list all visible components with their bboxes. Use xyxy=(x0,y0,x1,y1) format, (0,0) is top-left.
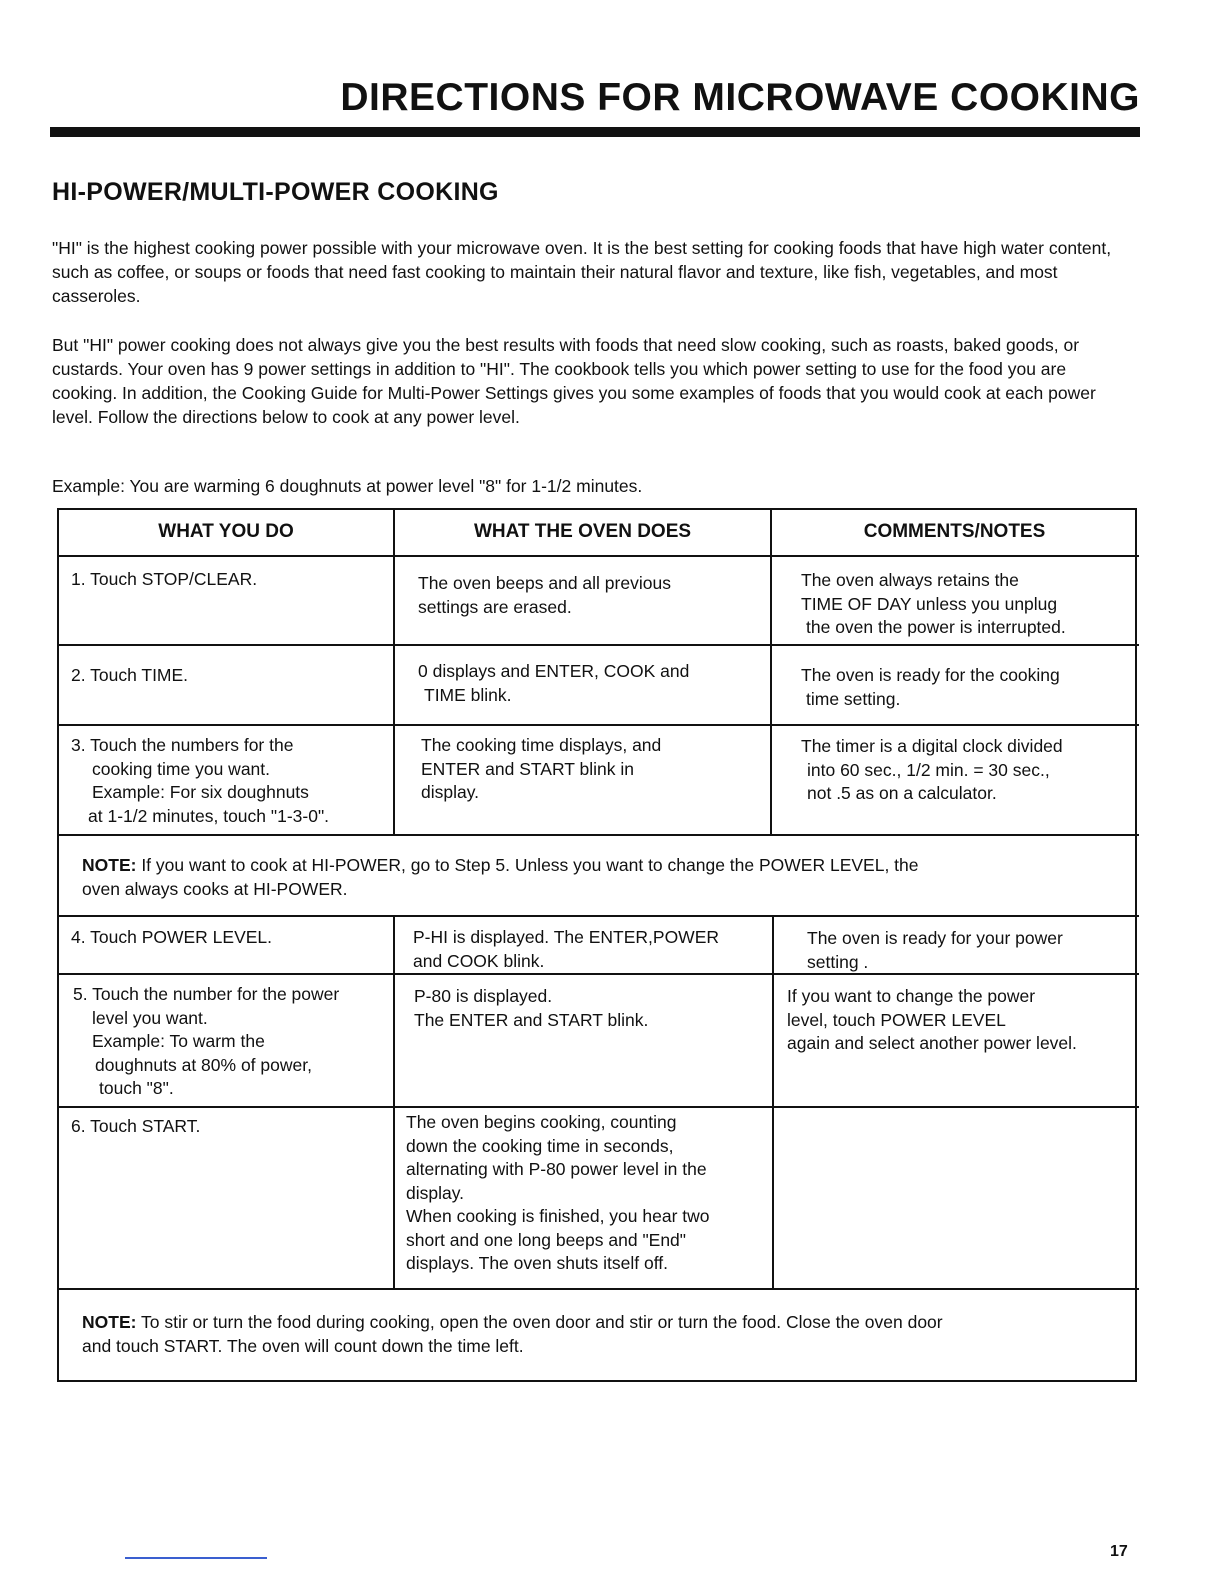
row1-oven: The oven beeps and all previous settings are erased. xyxy=(418,573,671,617)
table-divider xyxy=(57,1106,1139,1108)
row2-do: 2. Touch TIME. xyxy=(71,665,189,685)
page-number: 17 xyxy=(1110,1543,1128,1560)
row1-notes: The oven always retains the TIME OF DAY unless you unplug the oven the power is interrupted. xyxy=(801,570,1066,637)
header-what-oven-does: WHAT THE OVEN DOES xyxy=(473,521,692,542)
row5-do: 5. Touch the number for the power level you want. Example: To warm the doughnuts at 80% of power, touch "8". xyxy=(73,984,340,1098)
intro-paragraph-1: "HI" is the highest cooking power possible with your microwave oven. It is the best setting for cooking foods that have high water content, such as coffee, or soups or foods that need fast cooking to maintain their natural flavor and texture, like fish, vegetables, and most casseroles. xyxy=(52,238,1112,306)
column-divider xyxy=(393,508,395,836)
row5-oven: P-80 is displayed. The ENTER and START blink. xyxy=(414,986,649,1030)
table-divider xyxy=(57,555,1139,557)
row6-do: 6. Touch START. xyxy=(71,1116,201,1136)
column-divider xyxy=(772,915,774,1290)
row6-oven: The oven begins cooking, counting down the cooking time in seconds, alternating with P-80 power level in the display. When cooking is finished, you hear two short and one long beeps and "End" displays. The oven shuts itself off. xyxy=(406,1112,710,1273)
row2-oven: 0 displays and ENTER, COOK and TIME blink. xyxy=(418,661,690,705)
row4-notes: The oven is ready for your power setting . xyxy=(807,928,1063,972)
table-divider xyxy=(57,724,1139,726)
example-text: Example: You are warming 6 doughnuts at power level "8" for 1-1/2 minutes. xyxy=(52,476,643,496)
table-divider xyxy=(57,834,1139,836)
header-comments-notes: COMMENTS/NOTES xyxy=(863,521,1046,542)
intro-paragraph-2: But "HI" power cooking does not always give you the best results with foods that need slow cooking, such as roasts, baked goods, or custards. Your oven has 9 power settings in addition to "HI". The cookbook tells you which power setting to use for the food you are cooking. In addition, the Cooking Guide for Multi-Power Settings gives you some examples of foods that you would cook at each power level. Follow the directions below to cook at any power level. xyxy=(52,335,1096,427)
row3-do: 3. Touch the numbers for the cooking time you want. Example: For six doughnuts at 1-1/2 minutes, touch "1-3-0". xyxy=(71,735,330,826)
row4-oven: P-HI is displayed. The ENTER,POWER and COOK blink. xyxy=(413,927,720,971)
row2-notes: The oven is ready for the cooking time setting. xyxy=(801,665,1060,709)
table-divider xyxy=(57,1288,1139,1290)
column-divider xyxy=(393,915,395,1290)
row5-notes: If you want to change the power level, touch POWER LEVEL again and select another power level. xyxy=(787,986,1077,1053)
title-rule xyxy=(50,127,1140,137)
note-hi-power: NOTE: If you want to cook at HI-POWER, go to Step 5. Unless you want to change the POWER LEVEL, the oven always cooks at HI-POWER. xyxy=(82,855,919,899)
note-stir-food: NOTE: To stir or turn the food during cooking, open the oven door and stir or turn the food. Close the oven door and touch START. The oven will count down the time left. xyxy=(82,1312,943,1356)
bottom-link-underline xyxy=(125,1557,267,1559)
row1-do: 1. Touch STOP/CLEAR. xyxy=(71,569,258,589)
row3-notes: The timer is a digital clock divided into 60 sec., 1/2 min. = 30 sec., not .5 as on a calculator. xyxy=(801,736,1063,803)
row3-oven: The cooking time displays, and ENTER and START blink in display. xyxy=(421,735,662,802)
note-label: NOTE: xyxy=(82,1312,137,1332)
column-divider xyxy=(770,508,772,836)
page-title: DIRECTIONS FOR MICROWAVE COOKING xyxy=(340,76,1140,119)
section-title: HI-POWER/MULTI-POWER COOKING xyxy=(52,178,499,206)
row4-do: 4. Touch POWER LEVEL. xyxy=(71,927,273,947)
note-label: NOTE: xyxy=(82,855,137,875)
header-what-you-do: WHAT YOU DO xyxy=(158,521,294,542)
table-divider xyxy=(57,915,1139,917)
table-divider xyxy=(57,644,1139,646)
